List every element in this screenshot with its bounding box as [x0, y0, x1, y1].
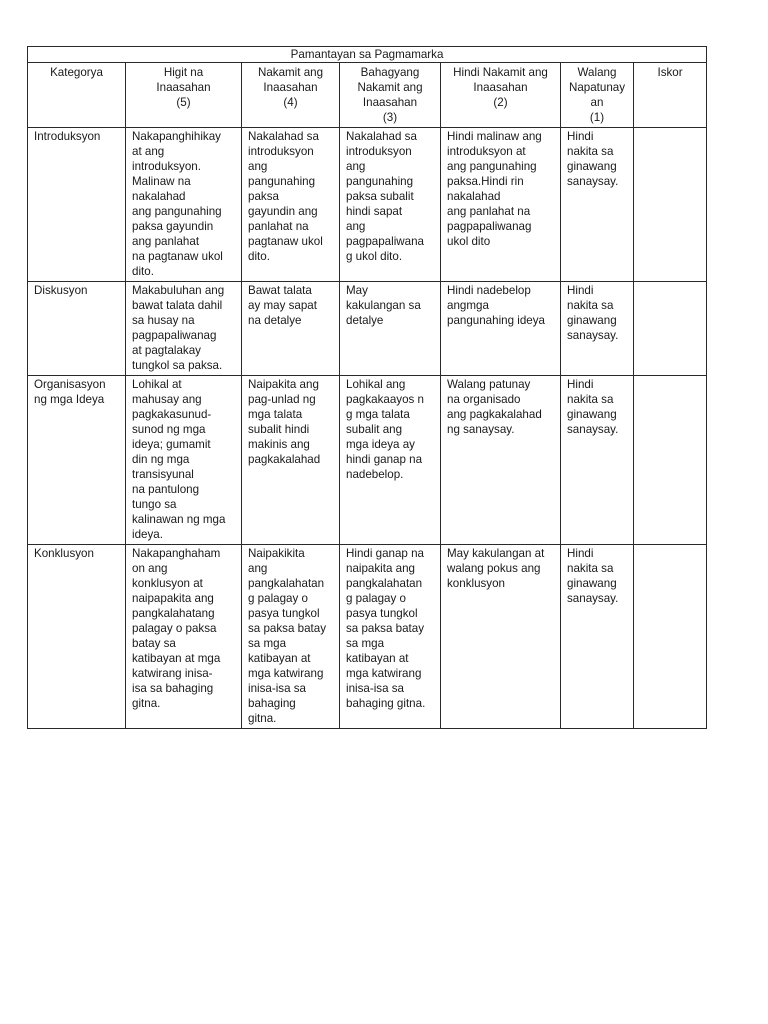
row-category: Konklusyon [28, 545, 126, 729]
cell-score-1: Hindi nakita sa ginawang sanaysay. [561, 282, 634, 376]
cell-score-2: Walang patunay na organisado ang pagkakalahad ng sanaysay. [441, 376, 561, 545]
cell-score-4: Bawat talata ay may sapat na detalye [242, 282, 340, 376]
cell-score-4: Naipakita ang pag-unlad ng mga talata subalit hindi makinis ang pagkakalahad [242, 376, 340, 545]
table-row-organisasyon [28, 376, 707, 545]
cell-score-2: Hindi malinaw ang introduksyon at ang pangunahing paksa.Hindi rin nakalahad ang panlahat na pagpapaliwanag ukol dito [441, 128, 561, 282]
row-category: Diskusyon [28, 282, 126, 376]
cell-iskor [634, 282, 707, 376]
cell-score-1: Hindi nakita sa ginawang sanaysay. [561, 376, 634, 545]
cell-score-1: Hindi nakita sa ginawang sanaysay. [561, 128, 634, 282]
cell-score-1: Hindi nakita sa ginawang sanaysay. [561, 545, 634, 729]
cell-iskor [634, 128, 707, 282]
cell-score-2: May kakulangan at walang pokus ang konklusyon [441, 545, 561, 729]
cell-score-5: Nakapanghihikay at ang introduksyon. Malinaw na nakalahad ang pangunahing paksa gayundin ang panlahat na pagtanaw ukol dito. [126, 128, 242, 282]
header-score-1: Walang Napatunay an (1) [561, 63, 634, 128]
cell-iskor [634, 545, 707, 729]
cell-iskor [634, 376, 707, 545]
cell-score-4: Nakalahad sa introduksyon ang pangunahing paksa gayundin ang panlahat na pagtanaw ukol dito. [242, 128, 340, 282]
cell-score-2: Hindi nadebelop angmga pangunahing ideya [441, 282, 561, 376]
cell-score-3: Hindi ganap na naipakita ang pangkalahatan g palagay o pasya tungkol sa paksa batay sa mga katibayan at mga katwirang inisa-isa sa bahaging gitna. [340, 545, 441, 729]
table-row-introduksyon [28, 128, 707, 282]
table-header-row [28, 63, 707, 128]
cell-score-3: May kakulangan sa detalye [340, 282, 441, 376]
header-kategorya: Kategorya [28, 63, 126, 128]
header-iskor: Iskor [634, 63, 707, 128]
row-category: Introduksyon [28, 128, 126, 282]
table-row-konklusyon [28, 545, 707, 729]
cell-score-5: Makabuluhan ang bawat talata dahil sa husay na pagpapaliwanag at pagtalakay tungkol sa paksa. [126, 282, 242, 376]
header-score-4: Nakamit ang Inaasahan (4) [242, 63, 340, 128]
rubric-table [27, 46, 707, 729]
cell-score-5: Nakapanghaham on ang konklusyon at naipapakita ang pangkalahatang palagay o paksa batay sa katibayan at mga katwirang inisa- isa sa bahaging gitna. [126, 545, 242, 729]
table-title-row [28, 47, 707, 63]
header-score-5: Higit na Inaasahan (5) [126, 63, 242, 128]
header-score-3: Bahagyang Nakamit ang Inaasahan (3) [340, 63, 441, 128]
header-score-2: Hindi Nakamit ang Inaasahan (2) [441, 63, 561, 128]
cell-score-5: Lohikal at mahusay ang pagkakasunud- sunod ng mga ideya; gumamit din ng mga transisyunal na pantulong tungo sa kalinawan ng mga ideya. [126, 376, 242, 545]
cell-score-4: Naipakikita ang pangkalahatan g palagay o pasya tungkol sa paksa batay sa mga katibayan at mga katwirang inisa-isa sa bahaging gitna. [242, 545, 340, 729]
table-row-diskusyon [28, 282, 707, 376]
table-title: Pamantayan sa Pagmamarka [28, 47, 707, 63]
cell-score-3: Nakalahad sa introduksyon ang pangunahing paksa subalit hindi sapat ang pagpapaliwana g ukol dito. [340, 128, 441, 282]
row-category: Organisasyon ng mga Ideya [28, 376, 126, 545]
cell-score-3: Lohikal ang pagkakaayos n g mga talata subalit ang mga ideya ay hindi ganap na nadebelop. [340, 376, 441, 545]
